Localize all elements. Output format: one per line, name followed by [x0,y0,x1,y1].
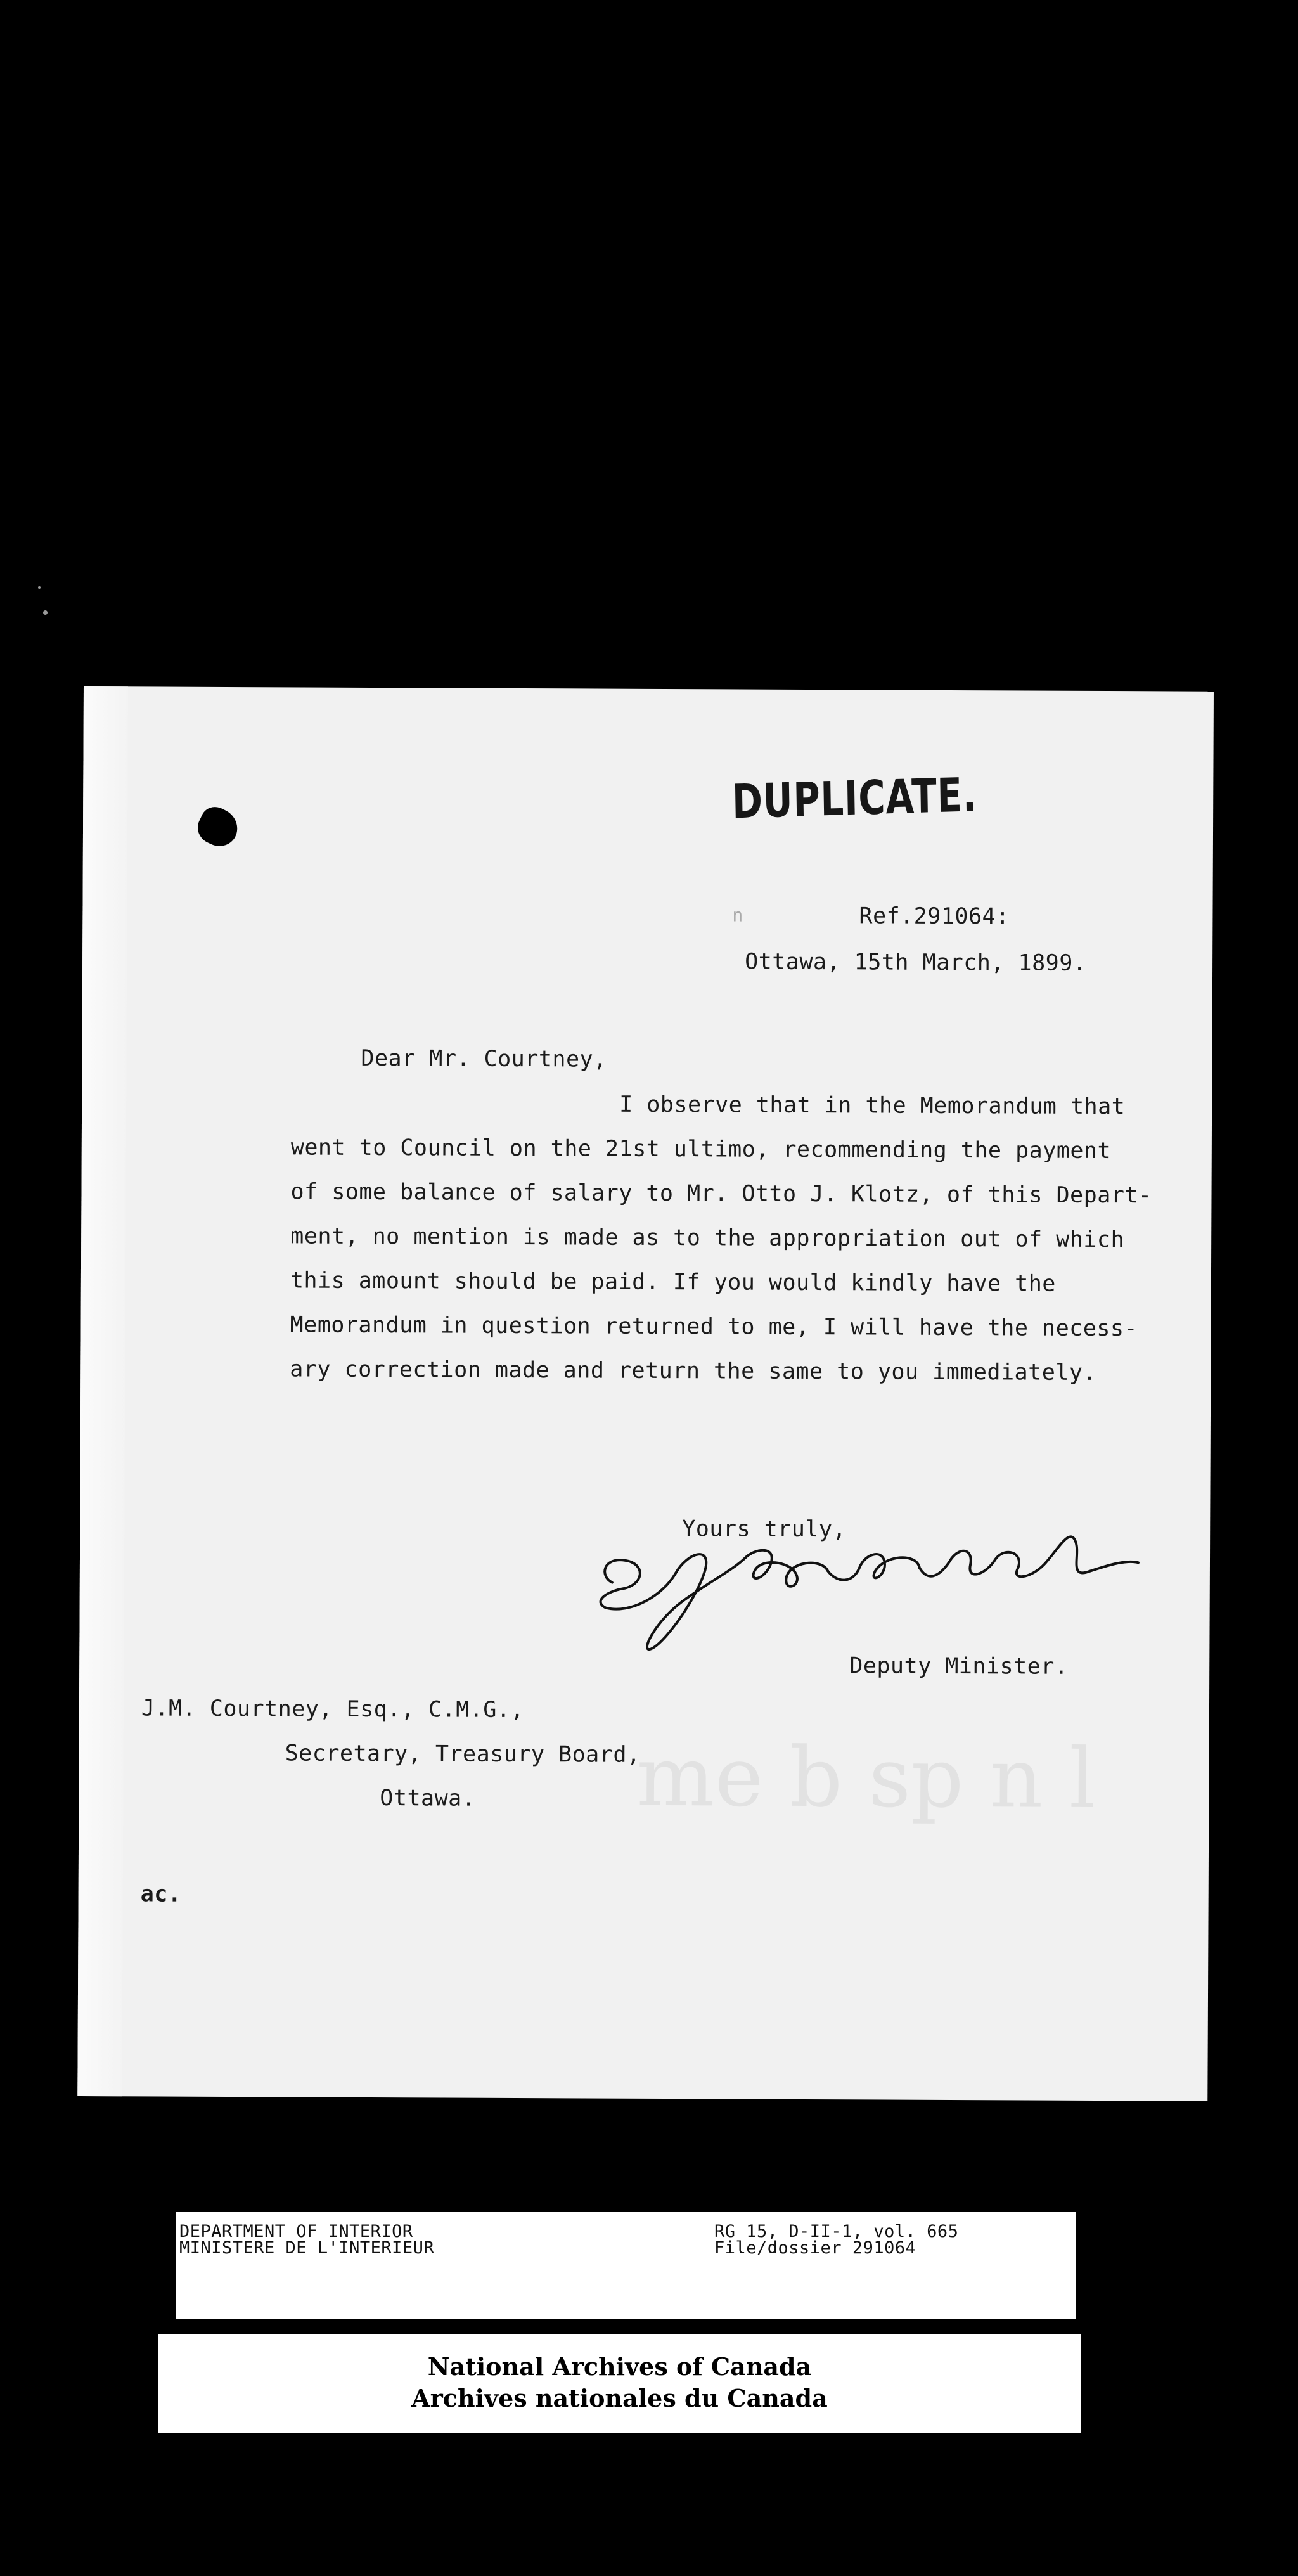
body-line: Memorandum in question returned to me, I will have the necess- [290,1312,1138,1342]
record-group: RG 15, D-II-1, vol. 665 [714,2222,959,2241]
department-en: DEPARTMENT OF INTERIOR [179,2222,413,2241]
bleed-through-text: me b sp n l [636,1728,1096,1827]
salutation: Dear Mr. Courtney, [361,1045,607,1072]
reference-mark: n [732,905,743,926]
duplicate-stamp: DUPLICATE. [731,768,978,830]
body-line: this amount should be paid. If you would kindly have the [290,1268,1057,1297]
scan-speck [43,610,48,615]
typist-initials: ac. [140,1881,182,1907]
body-line: I observe that in the Memorandum that [619,1092,1126,1120]
addressee-title: Secretary, Treasury Board, [285,1741,641,1768]
body-line: of some balance of salary to Mr. Otto J. Klotz, of this Depart- [290,1179,1152,1209]
archive-name-fr: Archives nationales du Canada [411,2384,828,2412]
handwritten-signature [586,1512,1145,1661]
closing: Yours truly, [682,1516,847,1543]
addressee-name: J.M. Courtney, Esq., C.M.G., [141,1696,525,1723]
department-fr: MINISTERE DE L'INTERIEUR [179,2238,435,2258]
signer-title: Deputy Minister. [849,1653,1069,1680]
dateline: Ottawa, 15th March, 1899. [745,949,1087,976]
body-line: ment, no mention is made as to the appropriation out of which [290,1223,1125,1253]
archive-credit [158,2334,1081,2433]
body-line: went to Council on the 21st ultimo, recommending the payment [290,1135,1112,1164]
archive-name-en: National Archives of Canada [427,2352,812,2381]
addressee-city: Ottawa. [380,1786,476,1812]
letter-page [77,686,1214,2101]
file-number: File/dossier 291064 [714,2238,916,2258]
page-edge [77,686,128,2096]
punch-hole [193,802,244,852]
catalog-label [176,2212,1076,2319]
reference-number: Ref.291064: [859,903,1010,930]
scan-speck [38,586,41,589]
body-line: ary correction made and return the same to you immediately. [290,1356,1097,1386]
